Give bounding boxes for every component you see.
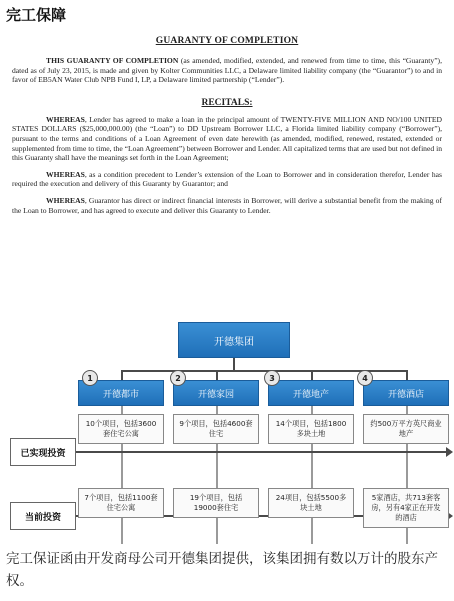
realized-cell-3: 14个项目，包括1800多块土地 — [268, 414, 354, 444]
recitals-heading: RECITALS: — [201, 97, 253, 108]
caption: 完工保证函由开发商母公司开德集团提供，该集团拥有数以万计的股东产权。 — [6, 551, 438, 589]
subsidiary-number-3: 3 — [264, 370, 280, 386]
recital-3-text: , Guarantor has direct or indirect financial interests in Borrower, will derive a substantial benefit from the making of the Loan to Borrower, and has agreed to execute and deliver this Guaranty to Lender. — [12, 195, 442, 215]
current-cell-3: 24项目，包括5500多块土地 — [268, 488, 354, 518]
recital-1-text: , Lender has agreed to make a loan in the principal amount of TWENTY-FIVE MILLION AND NO/100 UNITED STATES DOLLARS ($25,000,000.00) (the “Loan”) to DD Upstream Borrower LLC, a Florida limited liability company (“Borrower”), pursuant to the terms and conditions of a Loan Agreement of even date herewith (as amended, modified, renewed, restated, extended or supplemented from time to time, the “Loan Agreement”) between Borrower and Lender. All capitalized terms that are used but not defined in this Guaranty shall have the meanings set forth in the Loan Agreement; — [12, 114, 442, 163]
row-label-current: 当前投资 — [10, 502, 76, 530]
recital-1-bold: WHEREAS — [46, 114, 85, 124]
realized-cell-4: 约500万平方英尺商业地产 — [363, 414, 449, 444]
recital-3-bold: WHEREAS — [46, 195, 85, 205]
row-arrow-realized — [76, 451, 448, 453]
page-title: 完工保障 — [6, 6, 67, 24]
connector-drop-1 — [121, 370, 123, 380]
connector-drop-3 — [311, 370, 313, 380]
intro-text: (as amended, modified, extended, and renewed from time to time, this “Guaranty”), dated as of July 23, 2015, is made and given by Kolter Communities LLC, a Delaware limited liability company (the “Guarantor”) to and in favor of EB5AN Water Club NPB Fund I, LP, a Delaware limited partnership (“Lender”). — [12, 56, 442, 85]
guaranty-document — [12, 36, 442, 215]
recital-2 — [12, 170, 442, 189]
connector-drop-4 — [406, 370, 408, 380]
org-diagram — [0, 314, 454, 544]
current-cell-1: 7个项目，包括1100套住宅公寓 — [78, 488, 164, 518]
row-arrow-realized-tip — [446, 447, 453, 457]
group-box: 开德集团 — [178, 322, 290, 358]
recital-3 — [12, 196, 442, 215]
recital-2-text: , as a condition precedent to Lender’s extension of the Loan to Borrower and in consideration therefor, Lender has required the execution and delivery of this Guaranty by Guarantor; and — [12, 169, 442, 189]
subsidiary-number-2: 2 — [170, 370, 186, 386]
realized-cell-1: 10个项目，包括3600套住宅公寓 — [78, 414, 164, 444]
connector-vertical — [233, 358, 235, 370]
intro-bold: THIS GUARANTY OF COMPLETION — [46, 56, 179, 65]
current-cell-4: 5家酒店，共713套客房，另有4家正在开发的酒店 — [363, 488, 449, 528]
subsidiary-box-2: 开德家园 — [173, 380, 259, 406]
subsidiary-box-1: 开德都市 — [78, 380, 164, 406]
current-cell-2: 19个项目，包括19000套住宅 — [173, 488, 259, 518]
document-intro — [12, 56, 442, 85]
subsidiary-box-4: 开德酒店 — [363, 380, 449, 406]
subsidiary-number-4: 4 — [357, 370, 373, 386]
subsidiary-number-1: 1 — [82, 370, 98, 386]
subsidiary-box-3: 开德地产 — [268, 380, 354, 406]
recital-1 — [12, 115, 442, 163]
recital-2-bold: WHEREAS — [46, 169, 85, 179]
connector-drop-2 — [216, 370, 218, 380]
document-heading: GUARANTY OF COMPLETION — [155, 36, 299, 46]
realized-cell-2: 9个项目，包括4600套住宅 — [173, 414, 259, 444]
row-label-realized: 已实现投资 — [10, 438, 76, 466]
